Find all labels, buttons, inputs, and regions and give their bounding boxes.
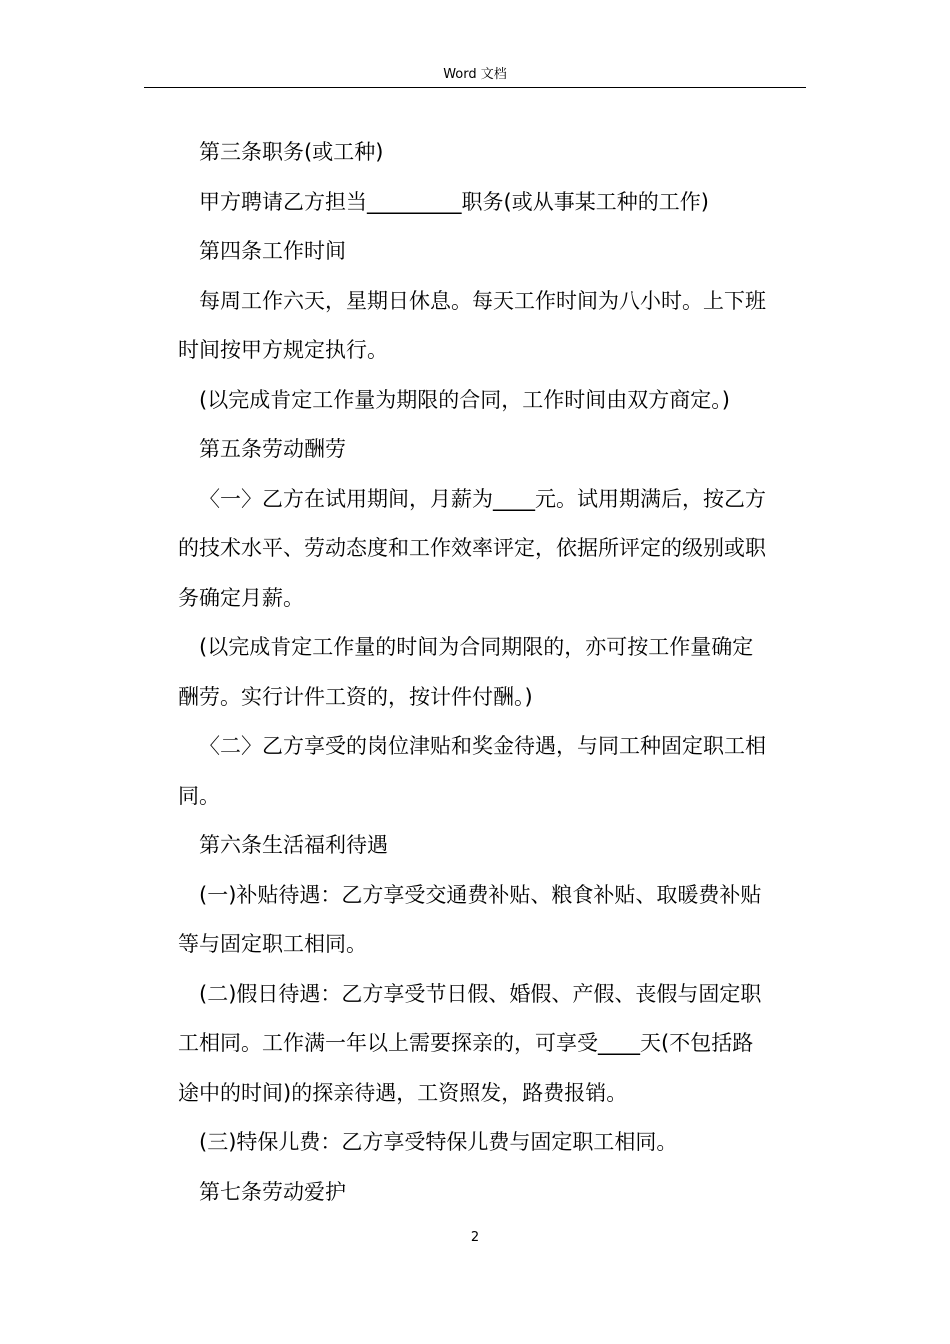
paragraph-line: 务确定月薪。 [178, 585, 304, 610]
paragraph-line: 〈二〉乙方享受的岗位津贴和奖金待遇，与同工种固定职工相 [199, 734, 766, 758]
paragraph-line: 时间按甲方规定执行。 [178, 338, 388, 362]
page-number: 2 [470, 1230, 480, 1245]
paragraph-line: 等与固定职工相同。 [178, 932, 367, 956]
header-rule [144, 87, 806, 88]
paragraph-line: (二)假日待遇：乙方享受节日假、婚假、产假、丧假与固定职 [199, 981, 762, 1006]
document-body [178, 128, 806, 1217]
paragraph-line: (三)特保儿费：乙方享受特保儿费与固定职工相同。 [199, 1130, 678, 1154]
paragraph-line: (以完成肯定工作量的时间为合同期限的，亦可按工作量确定 [199, 635, 754, 659]
article-3-text: 甲方聘请乙方担当_________职务(或从事某工种的工作) [199, 189, 709, 214]
article-3-heading: 第三条职务(或工种) [199, 140, 384, 164]
paragraph-line: (以完成肯定工作量为期限的合同，工作时间由双方商定。) [199, 387, 730, 412]
paragraph-line: 的技术水平、劳动态度和工作效率评定，依据所评定的级别或职 [178, 536, 766, 560]
paragraph-line: 工相同。工作满一年以上需要探亲的，可享受____天(不包括路 [178, 1031, 754, 1055]
paragraph-line: 途中的时间)的探亲待遇，工资照发，路费报销。 [178, 1080, 628, 1105]
paragraph-line: 同。 [178, 783, 220, 808]
article-7-heading: 第七条劳动爱护 [199, 1179, 346, 1204]
article-4-heading: 第四条工作时间 [199, 239, 346, 263]
paragraph-line: (一)补贴待遇：乙方享受交通费补贴、粮食补贴、取暖费补贴 [199, 882, 762, 907]
header-title: Word 文档 [443, 67, 507, 82]
paragraph-line: 每周工作六天，星期日休息。每天工作时间为八小时。上下班 [199, 288, 766, 313]
paragraph-line: 〈一〉乙方在试用期间，月薪为____元。试用期满后，按乙方 [199, 486, 766, 511]
article-6-heading: 第六条生活福利待遇 [199, 833, 388, 857]
paragraph-line: 酬劳。实行计件工资的，按计件付酬。) [178, 684, 533, 709]
article-5-heading: 第五条劳动酬劳 [199, 437, 346, 461]
